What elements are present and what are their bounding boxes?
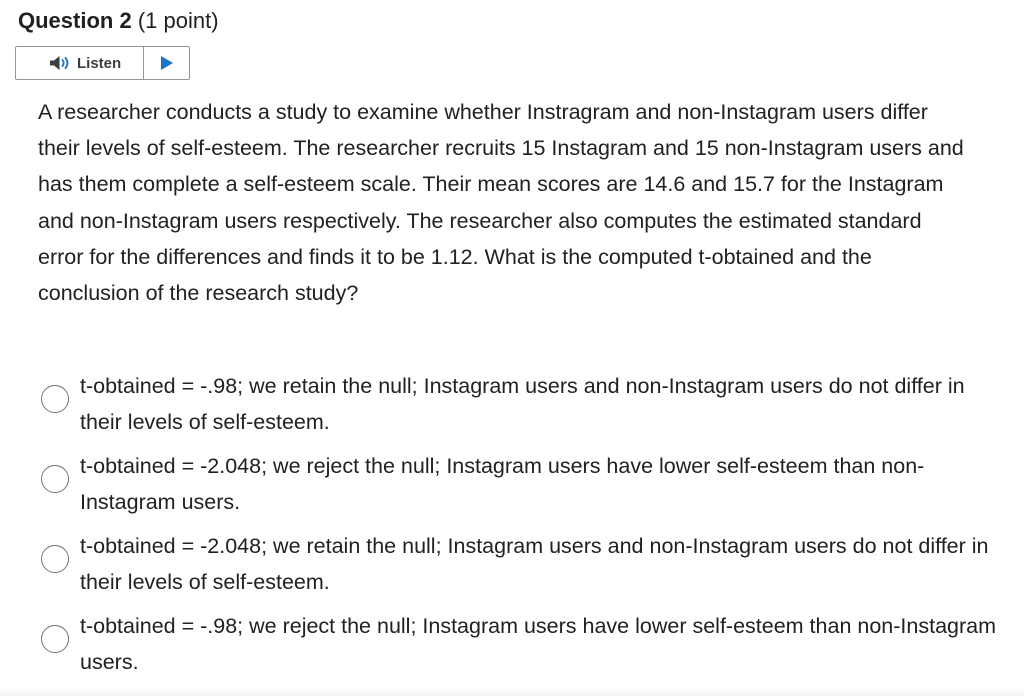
play-icon: [160, 55, 174, 71]
speaker-icon: [49, 55, 71, 71]
listen-widget: [15, 46, 190, 80]
radio-button[interactable]: [41, 385, 69, 413]
listen-button[interactable]: [16, 47, 144, 79]
question-points: (1 point): [137, 8, 219, 33]
answer-option[interactable]: [38, 608, 998, 688]
answer-option[interactable]: [38, 368, 998, 448]
answer-option[interactable]: [38, 448, 998, 528]
listen-label: Listen: [77, 54, 122, 72]
question-text: A researcher conducts a study to examine whether Instragram and non-Instagram users differ their levels of self-esteem. The researcher recruits 15 Instagram and 15 non-Instagram users and has them complete a self-esteem scale. Their mean scores are 14.6 and 15.7 for the Instagram and non-Instagram users respectively. The researcher also computes the estimated standard error for the differences and finds it to be 1.12. What is the computed t-obtained and the conclusion of the research study?: [38, 100, 964, 306]
radio-button[interactable]: [41, 545, 69, 573]
answer-option[interactable]: [38, 528, 998, 608]
option-label: t-obtained = -2.048; we reject the null; Instagram users have lower self-esteem than non-Instagram users.: [80, 454, 925, 514]
option-label: t-obtained = -2.048; we retain the null; Instagram users and non-Instagram users do not differ in their levels of self-esteem.: [80, 534, 989, 594]
bottom-divider: [0, 686, 1024, 696]
option-label: t-obtained = -.98; we reject the null; Instagram users have lower self-esteem than non-Instagram users.: [80, 614, 997, 674]
answer-options: [38, 368, 998, 688]
radio-button[interactable]: [41, 625, 69, 653]
option-label: t-obtained = -.98; we retain the null; Instagram users and non-Instagram users do not differ in their levels of self-esteem.: [80, 374, 965, 434]
radio-button[interactable]: [41, 465, 69, 493]
play-button[interactable]: [144, 47, 189, 79]
question-header: [18, 6, 219, 36]
question-title: Question 2: [18, 8, 132, 33]
